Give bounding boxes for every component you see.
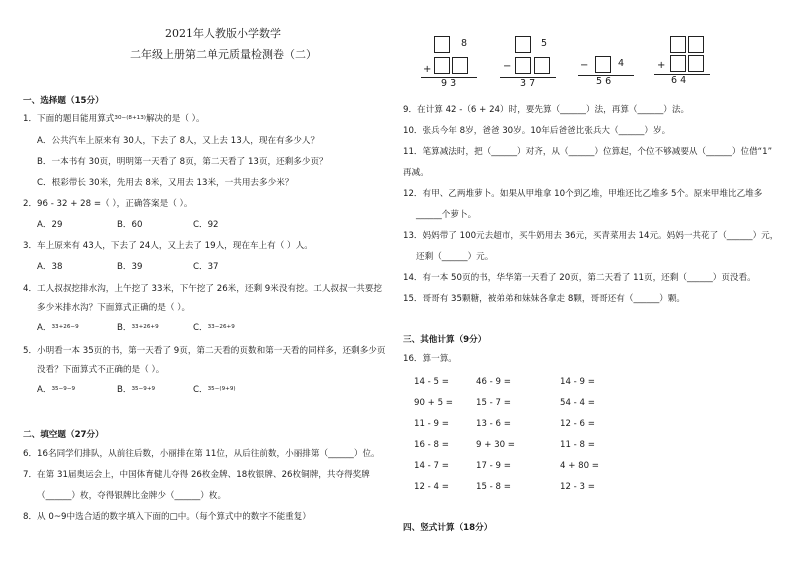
q5-b-label: B． bbox=[117, 385, 132, 395]
minus-sign: − bbox=[503, 61, 512, 72]
question-15: 15．哥哥有 35颗糖，被弟弟和妹妹各拿走 8颗，哥哥还有（______）颗。 bbox=[403, 294, 686, 304]
digit-box[interactable] bbox=[595, 56, 611, 73]
q4-b-label: B． bbox=[117, 323, 132, 333]
calc-item: 90 + 5 = bbox=[414, 398, 453, 408]
digit-box[interactable] bbox=[688, 55, 704, 72]
q2-option-a: A．29 bbox=[37, 220, 63, 230]
calc-item: 15 - 7 = bbox=[476, 398, 511, 408]
minus-sign: − bbox=[580, 60, 589, 71]
q3-option-a: A．38 bbox=[37, 262, 63, 272]
calc-item: 17 - 9 = bbox=[476, 461, 511, 471]
calc-item: 54 - 4 = bbox=[560, 398, 595, 408]
question-2: 2．96 - 32 + 28 =（ ），正确答案是（ ）。 bbox=[23, 199, 193, 209]
question-12-line-2: ______个萝卜。 bbox=[416, 210, 477, 220]
question-12-line-1: 12．有甲、乙两堆萝卜。如果从甲堆拿 10个到乙堆，甲堆还比乙堆多 5个。原来甲堆比乙堆多 bbox=[403, 189, 763, 199]
q1-option-b: B．一本书有 30页，明明第一天看了 8页，第二天看了 13页，还剩多少页？ bbox=[37, 157, 328, 167]
question-9: 9．在计算 42 -（6 + 24）时，要先算（______）法，再算（______）法。 bbox=[403, 105, 690, 115]
q5-c-label: C． bbox=[193, 385, 208, 395]
digit-box[interactable] bbox=[534, 57, 550, 74]
question-4-line-2: 多少米排水沟？下面算式正确的是（ ）。 bbox=[37, 303, 191, 313]
calc-item: 9 + 30 = bbox=[476, 440, 515, 450]
question-11-line-2: 再减。 bbox=[403, 168, 429, 178]
top-digit: 5 bbox=[541, 38, 548, 49]
q5-a-formula: 35−9−9 bbox=[51, 386, 76, 392]
plus-sign: + bbox=[657, 60, 666, 71]
calc-item: 12 - 3 = bbox=[560, 482, 595, 492]
q5-b-formula: 35−9+9 bbox=[131, 386, 156, 392]
digit-box[interactable] bbox=[515, 36, 531, 53]
digit-box[interactable] bbox=[670, 55, 686, 72]
digit-box[interactable] bbox=[688, 36, 704, 53]
q1-stem-a: 1．下面的题目能用算式 bbox=[23, 114, 115, 124]
calc-item: 14 - 7 = bbox=[414, 461, 449, 471]
q1-option-c: C．根彩带长 30米，先用去 8米，又用去 13米，一共用去多少米？ bbox=[37, 178, 294, 188]
calc-item: 16 - 8 = bbox=[414, 440, 449, 450]
question-5-line-2: 没看？下面算式不正确的是（ ）。 bbox=[37, 365, 165, 375]
digit-box[interactable] bbox=[434, 57, 450, 74]
calc-item: 11 - 8 = bbox=[560, 440, 595, 450]
calc-item: 4 + 80 = bbox=[560, 461, 599, 471]
q5-option-c bbox=[193, 384, 236, 396]
calc-item: 14 - 5 = bbox=[414, 377, 449, 387]
calc-item: 15 - 8 = bbox=[476, 482, 511, 492]
q5-option-a bbox=[37, 384, 75, 396]
q4-option-a bbox=[37, 322, 79, 334]
top-digit: 4 bbox=[618, 58, 625, 69]
calc-item: 14 - 9 = bbox=[560, 377, 595, 387]
q4-a-formula: 33+26−9 bbox=[51, 324, 79, 330]
q1-stem-b: 解决的是（ ）。 bbox=[145, 114, 205, 124]
q5-c-formula: 35−(9+9) bbox=[207, 386, 236, 392]
q4-option-c bbox=[193, 322, 235, 334]
q3-option-c: C．37 bbox=[193, 262, 219, 272]
top-digit: 8 bbox=[461, 38, 468, 49]
result-digits: 5 6 bbox=[596, 76, 612, 87]
q1-formula: 30−(8+13) bbox=[114, 115, 146, 121]
q4-c-label: C． bbox=[193, 323, 208, 333]
calc-item: 11 - 9 = bbox=[414, 419, 449, 429]
title-line-2: 二年级上册第二单元质量检测卷（二） bbox=[130, 48, 317, 61]
title-line-1: 2021年人教版小学数学 bbox=[165, 27, 281, 40]
digit-box[interactable] bbox=[434, 36, 450, 53]
question-14: 14．有一本 50页的书，华华第一天看了 20页，第二天看了 11页，还剩（______）页没看。 bbox=[403, 273, 756, 283]
digit-box[interactable] bbox=[452, 57, 468, 74]
question-7-line-1: 7．在第 31届奥运会上，中国体育健儿夺得 26枚金牌、18枚银牌、26枚铜牌，共夺得奖牌 bbox=[23, 470, 370, 480]
question-3: 3．车上原来有 43人，下去了 24人，又上去了 19人，现在车上有（ ）人。 bbox=[23, 241, 313, 251]
calc-item: 12 - 6 = bbox=[560, 419, 595, 429]
question-10: 10．张兵今年 8岁，爸爸 30岁。10年后爸爸比张兵大（______）岁。 bbox=[403, 126, 671, 136]
digit-box[interactable] bbox=[515, 57, 531, 74]
result-digits: 3 7 bbox=[520, 78, 536, 89]
calc-item: 12 - 4 = bbox=[414, 482, 449, 492]
calc-item: 46 - 9 = bbox=[476, 377, 511, 387]
q5-a-label: A． bbox=[37, 385, 52, 395]
section-1-title: 一、选择题（15分） bbox=[23, 96, 104, 106]
result-digits: 9 3 bbox=[441, 78, 457, 89]
result-digits: 6 4 bbox=[671, 75, 687, 86]
question-7-line-2: （______）枚，夺得银牌比金牌少（______）枚。 bbox=[37, 491, 227, 501]
question-13-line-1: 13．妈妈带了 100元去超市，买牛奶用去 36元，买青菜用去 14元。妈妈一共花了（______）元， bbox=[403, 231, 779, 241]
question-11-line-1: 11．笔算减法时，把（______）对齐，从（______）位算起，个位不够减要从（______）位借“1” bbox=[403, 147, 773, 157]
q4-b-formula: 33+26+9 bbox=[131, 324, 159, 330]
question-16: 16．算一算。 bbox=[403, 354, 457, 364]
question-5-line-1: 5．小明看一本 35页的书，第一天看了 9页，第二天看的页数和第一天看的同样多，还剩多少页 bbox=[23, 346, 386, 356]
calc-item: 13 - 6 = bbox=[476, 419, 511, 429]
q2-option-b: B．60 bbox=[117, 220, 143, 230]
plus-sign: + bbox=[423, 64, 432, 75]
q1-option-a: A．公共汽车上原来有 30人，下去了 8人，又上去 13人，现在有多少人？ bbox=[37, 136, 320, 146]
q4-option-b bbox=[117, 322, 159, 334]
question-1 bbox=[23, 113, 205, 125]
q3-option-b: B．39 bbox=[117, 262, 143, 272]
question-4-line-1: 4．工人叔叔挖排水沟，上午挖了 33米，下午挖了 26米，还剩 9米没有挖。工人叔叔一共要挖 bbox=[23, 284, 382, 294]
question-6: 6．16名同学们排队，从前往后数，小丽排在第 11位，从后往前数，小丽排第（______）位。 bbox=[23, 449, 380, 459]
q4-a-label: A． bbox=[37, 323, 52, 333]
digit-box[interactable] bbox=[670, 36, 686, 53]
q2-option-c: C．92 bbox=[193, 220, 219, 230]
section-4-title: 四、竖式计算（18分） bbox=[403, 523, 493, 533]
q5-option-b bbox=[117, 384, 155, 396]
question-8: 8．从 0~9中选合适的数字填入下面的□中。（每个算式中的数字不能重复） bbox=[23, 512, 311, 522]
section-2-title: 二、填空题（27分） bbox=[23, 430, 104, 440]
question-13-line-2: 还剩（______）元。 bbox=[416, 252, 494, 262]
q4-c-formula: 33−26+9 bbox=[207, 324, 235, 330]
section-3-title: 三、其他计算（9分） bbox=[403, 335, 487, 345]
